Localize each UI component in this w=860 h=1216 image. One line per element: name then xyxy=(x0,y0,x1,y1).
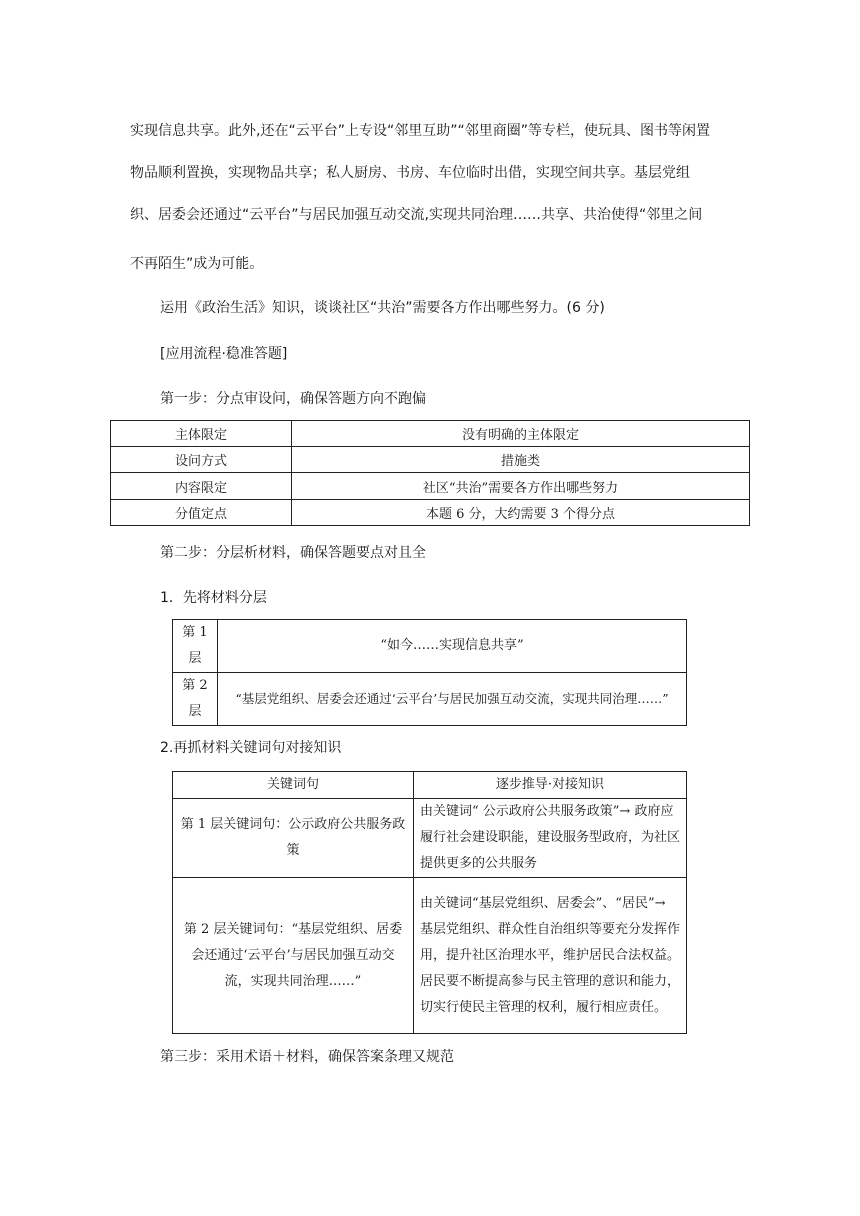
layer-content: “基层党组织、居委会还通过‘云平台’与居民加强互动交流，实现共同治理……” xyxy=(218,673,687,726)
table-row xyxy=(173,673,687,726)
step1-label: 内容限定 xyxy=(111,473,292,500)
step1-table xyxy=(110,420,750,526)
question-text: 运用《政治生活》知识，谈谈社区“共治”需要各方作出哪些努力。(6 分) xyxy=(160,300,605,316)
step1-value: 本题 6 分，大约需要 3 个得分点 xyxy=(292,500,750,526)
table-row xyxy=(173,620,687,673)
kw-analysis: 由关键词“基层党组织、居委会”、“居民”→ 基层党组织、群众性自治组织等要充分发挥作用，提升社区治理水平，维护居民合法权益。居民要不断提高参与民主管理的意识和能力，切实行使民主管理的权利，履行相应责任。 xyxy=(414,878,687,1034)
step2-sub2: 2.再抓材料关键词句对接知识 xyxy=(160,740,342,756)
table-row xyxy=(111,500,750,526)
kw-analysis: 由关键词“ 公示政府公共服务政策”→ 政府应履行社会建设职能，建设服务型政府，为社区提供更多的公共服务 xyxy=(414,799,687,878)
step1-label: 主体限定 xyxy=(111,421,292,447)
step1-value: 社区“共治”需要各方作出哪些努力 xyxy=(292,473,750,500)
passage-line-2: 物品顺利置换，实现物品共享；私人厨房、书房、车位临时出借，实现空间共享。基层党组 xyxy=(130,165,690,181)
table-row xyxy=(111,421,750,447)
keywords-table xyxy=(172,771,687,1034)
table-row xyxy=(173,799,687,878)
step1-label: 设问方式 xyxy=(111,447,292,473)
kw-key: 第 1 层关键词句：公示政府公共服务政策 xyxy=(173,799,414,878)
layers-table xyxy=(172,619,687,726)
step2-heading: 第二步：分层析材料，确保答题要点对且全 xyxy=(160,545,426,561)
passage-line-4: 不再陌生”成为可能。 xyxy=(130,256,264,272)
step1-value: 措施类 xyxy=(292,447,750,473)
section-tag: [应用流程·稳准答题] xyxy=(160,346,288,362)
step1-value: 没有明确的主体限定 xyxy=(292,421,750,447)
step1-label: 分值定点 xyxy=(111,500,292,526)
layer-label: 第 1 层 xyxy=(173,620,218,673)
table-row xyxy=(173,878,687,1034)
kw-header: 关键词句 xyxy=(173,772,414,799)
step1-heading: 第一步：分点审设问，确保答题方向不跑偏 xyxy=(160,391,426,407)
layer-label: 第 2 层 xyxy=(173,673,218,726)
table-row xyxy=(111,473,750,500)
kw-key: 第 2 层关键词句：“基层党组织、居委会还通过‘云平台’与居民加强互动交流，实现共同治理……” xyxy=(173,878,414,1034)
passage-line-3: 织、居委会还通过“云平台”与居民加强互动交流,实现共同治理……共享、共治使得“邻里之间 xyxy=(130,207,703,223)
table-row xyxy=(111,447,750,473)
layer-content: “如今……实现信息共享” xyxy=(218,620,687,673)
table-row xyxy=(173,772,687,799)
step3-heading: 第三步：采用术语＋材料，确保答案条理又规范 xyxy=(160,1049,454,1065)
step2-sub1: 1．先将材料分层 xyxy=(160,590,267,606)
kw-header: 逐步推导·对接知识 xyxy=(414,772,687,799)
passage-line-1: 实现信息共享。此外,还在“云平台”上专设“邻里互助”“邻里商圈”等专栏，使玩具、图书等闲置 xyxy=(130,123,710,139)
